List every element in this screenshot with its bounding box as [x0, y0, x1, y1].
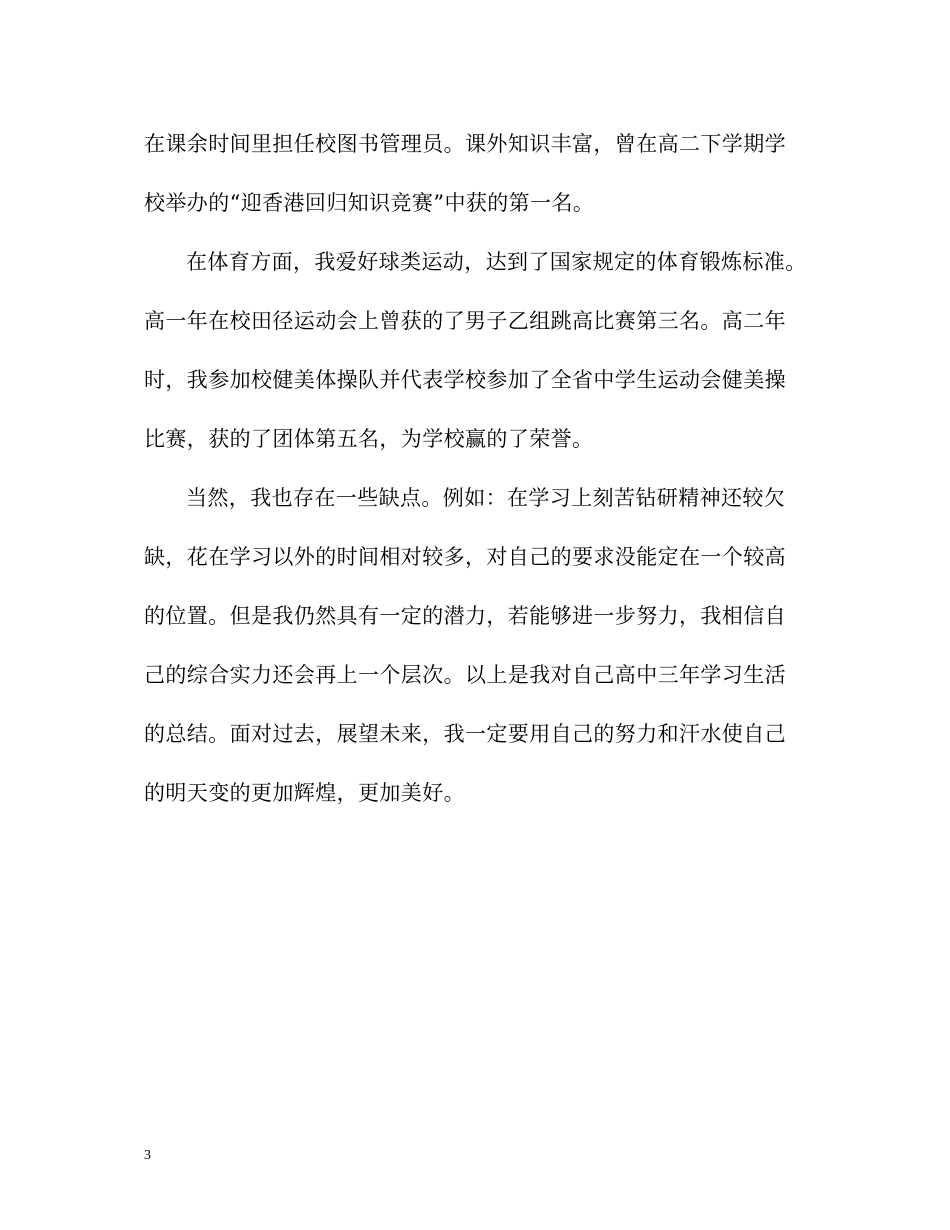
text-line-1: 在课余时间里担任校图书管理员。课外知识丰富，曾在高二下学期学: [144, 132, 786, 156]
text-line-2: 校举办的“迎香港回归知识竞赛”中获的第一名。: [144, 191, 595, 215]
page-number: 3: [144, 1148, 151, 1163]
body-text: [144, 124, 824, 832]
text-line-5: 时，我参加校健美体操队并代表学校参加了全省中学生运动会健美操: [144, 368, 786, 392]
text-line-9: 的位置。但是我仍然具有一定的潜力，若能够进一步努力，我相信自: [144, 604, 786, 628]
text-line-12: 的明天变的更加辉煌，更加美好。: [144, 781, 465, 805]
text-line-6: 比赛，获的了团体第五名，为学校赢的了荣誉。: [144, 427, 594, 451]
text-line-10: 己的综合实力还会再上一个层次。以上是我对自己高中三年学习生活: [144, 663, 786, 687]
text-line-3: 在体育方面，我爱好球类运动，达到了国家规定的体育锻炼标准。: [186, 250, 807, 274]
text-line-8: 缺，花在学习以外的时间相对较多，对自己的要求没能定在一个较高: [144, 545, 786, 569]
text-line-7: 当然，我也存在一些缺点。例如：在学习上刻苦钻研精神还较欠: [186, 486, 786, 510]
text-line-11: 的总结。面对过去，展望未来，我一定要用自己的努力和汗水使自己: [144, 722, 786, 746]
text-line-4: 高一年在校田径运动会上曾获的了男子乙组跳高比赛第三名。高二年: [144, 309, 786, 333]
